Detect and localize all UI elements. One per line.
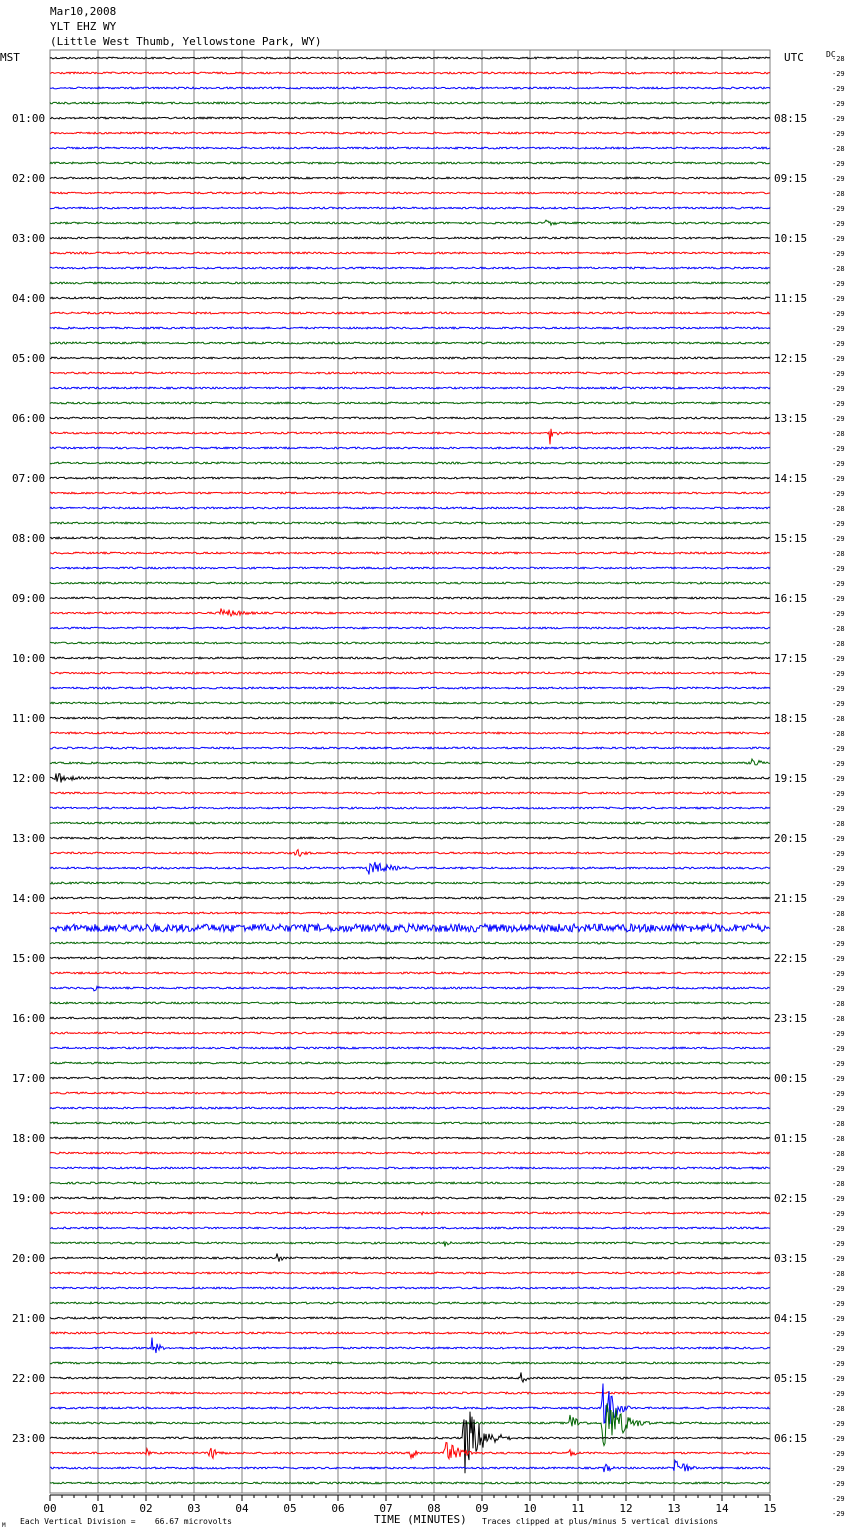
dc-offset-value: -28	[832, 430, 845, 438]
trace-55	[50, 882, 770, 884]
right-hour-label: 17:15	[774, 652, 808, 665]
dc-offset-value: -28	[832, 505, 845, 513]
dc-offset-value: -28	[832, 715, 845, 723]
dc-offset-value: -29	[832, 1075, 845, 1083]
trace-41	[50, 672, 770, 674]
trace-15	[50, 282, 770, 284]
dc-offset-value: -29	[832, 460, 845, 468]
trace-76	[50, 1197, 770, 1199]
dc-offset-value: -29	[832, 205, 845, 213]
trace-13	[50, 252, 770, 254]
trace-78	[50, 1227, 770, 1229]
right-hour-label: 21:15	[774, 892, 808, 905]
dc-offset-value: -29	[832, 1345, 845, 1353]
right-hour-label: 12:15	[774, 352, 808, 365]
trace-56	[50, 897, 770, 899]
left-hour-label: 13:00	[12, 832, 46, 845]
trace-95	[50, 1482, 770, 1484]
trace-6	[50, 147, 770, 149]
dc-offset-value: -29	[832, 595, 845, 603]
trace-89	[50, 1392, 770, 1394]
dc-offset-value: -29	[832, 1420, 845, 1428]
trace-42	[50, 687, 770, 689]
header-station: YLT EHZ WY	[50, 20, 117, 33]
dc-offset-value: -29	[832, 670, 845, 678]
clip-note: Traces clipped at plus/minus 5 vertical divisions	[482, 1517, 719, 1526]
trace-77	[50, 1212, 770, 1215]
dc-offset-value: -29	[832, 880, 845, 888]
trace-12	[50, 237, 770, 239]
dc-offset-value: -28	[832, 640, 845, 648]
dc-offset-value: -28	[832, 820, 845, 828]
trace-5	[50, 132, 770, 134]
trace-87	[50, 1362, 770, 1364]
trace-22	[50, 387, 770, 389]
trace-25	[50, 429, 770, 445]
trace-18	[50, 327, 770, 329]
trace-23	[50, 402, 770, 404]
x-axis	[43, 1495, 776, 1515]
right-hour-label: 03:15	[774, 1252, 808, 1265]
dc-offset-value: -29	[832, 760, 845, 768]
trace-70	[50, 1107, 770, 1109]
dc-offset-value: -29	[832, 235, 845, 243]
trace-94	[50, 1461, 770, 1473]
trace-54	[50, 862, 770, 875]
right-hour-label: 16:15	[774, 592, 808, 605]
left-time-labels	[12, 112, 45, 1445]
trace-32	[50, 537, 770, 539]
dc-offset-value: -28	[832, 145, 845, 153]
dc-offset-value: -29	[832, 400, 845, 408]
dc-offset-value: -29	[832, 1060, 845, 1068]
dc-offset-value: -29	[832, 1480, 845, 1488]
dc-offset-labels	[832, 55, 845, 1518]
left-hour-label: 11:00	[12, 712, 46, 725]
left-hour-label: 12:00	[12, 772, 46, 785]
dc-offset-value: -29	[832, 1090, 845, 1098]
trace-69	[50, 1092, 770, 1094]
right-hour-label: 09:15	[774, 172, 808, 185]
trace-75	[50, 1182, 770, 1184]
dc-offset-value: -29	[832, 1045, 845, 1053]
dc-offset-value: -28	[832, 1180, 845, 1188]
trace-58	[50, 924, 770, 932]
trace-88	[50, 1373, 770, 1383]
trace-74	[50, 1167, 770, 1169]
trace-35	[50, 582, 770, 584]
dc-offset-value: -29	[832, 970, 845, 978]
x-tick-label: 01	[91, 1502, 105, 1515]
minute-gridlines	[50, 50, 770, 1493]
x-tick-label: 11	[571, 1502, 585, 1515]
trace-47	[50, 759, 770, 765]
dc-offset-value: -29	[832, 985, 845, 993]
header-date: Mar10,2008	[50, 5, 117, 18]
right-hour-label: 18:15	[774, 712, 808, 725]
dc-offset-value: -28	[832, 265, 845, 273]
trace-72	[50, 1137, 770, 1139]
dc-offset-value: -29	[832, 745, 845, 753]
trace-1	[50, 72, 770, 74]
dc-offset-value: -28	[832, 1000, 845, 1008]
dc-offset-value: -29	[832, 865, 845, 873]
dc-offset-value: -29	[832, 535, 845, 543]
dc-offset-value: -29	[832, 1030, 845, 1038]
trace-7	[50, 162, 770, 164]
trace-8	[50, 177, 770, 179]
dc-offset-value: -29	[832, 100, 845, 108]
dc-offset-value: -29	[832, 295, 845, 303]
header-location: (Little West Thumb, Yellowstone Park, WY)	[50, 35, 322, 48]
dc-offset-value: -29	[832, 1495, 845, 1503]
trace-65	[50, 1032, 770, 1034]
dc-offset-value: -29	[832, 1285, 845, 1293]
trace-36	[50, 597, 770, 599]
dc-offset-value: -29	[832, 895, 845, 903]
left-hour-label: 02:00	[12, 172, 46, 185]
dc-offset-value: -29	[832, 1195, 845, 1203]
trace-34	[50, 567, 770, 569]
trace-57	[50, 912, 770, 914]
dc-offset-value: -29	[832, 385, 845, 393]
dc-offset-value: -29	[832, 580, 845, 588]
trace-29	[50, 492, 770, 494]
dc-offset-value: -29	[832, 1510, 845, 1518]
trace-10	[50, 207, 770, 209]
dc-offset-value: -29	[832, 1360, 845, 1368]
dc-offset-value: -29	[832, 1435, 845, 1443]
dc-offset-value: -29	[832, 130, 845, 138]
trace-27	[50, 462, 770, 464]
trace-46	[50, 747, 770, 749]
left-hour-label: 21:00	[12, 1312, 46, 1325]
trace-49	[50, 792, 770, 794]
dc-offset-value: -29	[832, 850, 845, 858]
left-hour-label: 07:00	[12, 472, 46, 485]
dc-offset-value: -29	[832, 1390, 845, 1398]
left-hour-label: 03:00	[12, 232, 46, 245]
dc-offset-value: -28	[832, 1135, 845, 1143]
trace-93	[50, 1443, 770, 1459]
trace-82	[50, 1287, 770, 1289]
dc-offset-value: -29	[832, 415, 845, 423]
x-tick-label: 12	[619, 1502, 633, 1515]
trace-83	[50, 1302, 770, 1304]
dc-offset-value: -29	[832, 280, 845, 288]
dc-offset-value: -28	[832, 730, 845, 738]
trace-39	[50, 642, 770, 644]
dc-offset-value: -29	[832, 310, 845, 318]
dc-offset-value: -29	[832, 1330, 845, 1338]
dc-offset-value: -29	[832, 1225, 845, 1233]
trace-52	[50, 837, 770, 839]
trace-14	[50, 267, 770, 269]
trace-64	[50, 1017, 770, 1019]
left-hour-label: 08:00	[12, 532, 46, 545]
right-hour-label: 20:15	[774, 832, 808, 845]
x-tick-label: 07	[379, 1502, 393, 1515]
right-hour-label: 00:15	[774, 1072, 808, 1085]
trace-50	[50, 807, 770, 809]
dc-offset-value: -29	[832, 1375, 845, 1383]
dc-offset-value: -29	[832, 160, 845, 168]
left-hour-label: 05:00	[12, 352, 46, 365]
trace-44	[50, 717, 770, 719]
trace-45	[50, 732, 770, 734]
trace-19	[50, 342, 770, 344]
x-tick-label: 03	[187, 1502, 201, 1515]
trace-67	[50, 1062, 770, 1064]
dc-offset-value: -29	[832, 940, 845, 948]
dc-offset-value: -29	[832, 115, 845, 123]
trace-81	[50, 1272, 770, 1274]
x-tick-label: 09	[475, 1502, 489, 1515]
dc-offset-value: -28	[832, 550, 845, 558]
dc-offset-value: -28	[832, 190, 845, 198]
trace-51	[50, 822, 770, 824]
right-hour-label: 22:15	[774, 952, 808, 965]
corner-mark: M	[2, 1522, 6, 1529]
trace-24	[50, 417, 770, 419]
x-tick-label: 10	[523, 1502, 537, 1515]
trace-66	[50, 1047, 770, 1049]
scale-note: Each Vertical Division = 66.67 microvolts	[20, 1517, 232, 1526]
dc-offset-value: -29	[832, 790, 845, 798]
right-timezone-label: UTC	[784, 51, 804, 64]
left-hour-label: 20:00	[12, 1252, 46, 1265]
dc-offset-value: -29	[832, 775, 845, 783]
dc-offset-value: -28	[832, 910, 845, 918]
left-hour-label: 01:00	[12, 112, 46, 125]
dc-offset-value: -29	[832, 520, 845, 528]
trace-37	[50, 609, 770, 617]
trace-90	[50, 1384, 770, 1424]
dc-offset-value: -29	[832, 1240, 845, 1248]
dc-offset-value: -29	[832, 325, 845, 333]
trace-2	[50, 87, 770, 89]
dc-offset-value: -29	[832, 1105, 845, 1113]
right-hour-label: 23:15	[774, 1012, 808, 1025]
right-hour-label: 19:15	[774, 772, 808, 785]
dc-offset-value: -29	[832, 445, 845, 453]
trace-62	[50, 987, 770, 991]
dc-offset-value: -28	[832, 55, 845, 63]
right-hour-label: 06:15	[774, 1432, 808, 1445]
x-tick-label: 05	[283, 1502, 297, 1515]
trace-31	[50, 522, 770, 524]
left-hour-label: 15:00	[12, 952, 46, 965]
x-tick-label: 13	[667, 1502, 681, 1515]
trace-85	[50, 1332, 770, 1334]
dc-offset-value: -29	[832, 835, 845, 843]
left-hour-label: 14:00	[12, 892, 46, 905]
plot-frame	[50, 50, 770, 1493]
right-hour-label: 01:15	[774, 1132, 808, 1145]
trace-17	[50, 312, 770, 314]
left-hour-label: 17:00	[12, 1072, 46, 1085]
dc-offset-value: -29	[832, 685, 845, 693]
dc-offset-value: -29	[832, 1465, 845, 1473]
dc-offset-value: -29	[832, 565, 845, 573]
trace-48	[50, 774, 770, 783]
left-hour-label: 06:00	[12, 412, 46, 425]
trace-26	[50, 447, 770, 449]
trace-59	[50, 942, 770, 944]
trace-21	[50, 372, 770, 374]
right-hour-label: 14:15	[774, 472, 808, 485]
trace-0	[50, 57, 770, 59]
left-hour-label: 23:00	[12, 1432, 46, 1445]
x-tick-label: 06	[331, 1502, 345, 1515]
trace-80	[50, 1254, 770, 1262]
dc-offset-value: -28	[832, 1405, 845, 1413]
trace-79	[50, 1242, 770, 1247]
trace-20	[50, 357, 770, 359]
right-time-labels	[774, 112, 807, 1445]
dc-offset-value: -29	[832, 490, 845, 498]
dc-label: DC	[826, 50, 836, 59]
x-tick-label: 04	[235, 1502, 249, 1515]
x-tick-label: 08	[427, 1502, 441, 1515]
x-tick-label: 00	[43, 1502, 57, 1515]
dc-offset-value: -28	[832, 625, 845, 633]
dc-offset-value: -29	[832, 805, 845, 813]
dc-offset-value: -29	[832, 340, 845, 348]
dc-offset-value: -29	[832, 355, 845, 363]
dc-offset-value: -29	[832, 700, 845, 708]
trace-91	[50, 1403, 770, 1445]
right-hour-label: 11:15	[774, 292, 808, 305]
trace-33	[50, 552, 770, 554]
dc-offset-value: -29	[832, 250, 845, 258]
left-hour-label: 18:00	[12, 1132, 46, 1145]
dc-offset-value: -29	[832, 85, 845, 93]
trace-73	[50, 1152, 770, 1154]
left-hour-label: 22:00	[12, 1372, 46, 1385]
dc-offset-value: -29	[832, 370, 845, 378]
trace-38	[50, 627, 770, 629]
dc-offset-value: -29	[832, 1210, 845, 1218]
left-hour-label: 16:00	[12, 1012, 46, 1025]
right-hour-label: 04:15	[774, 1312, 808, 1325]
dc-offset-value: -29	[832, 175, 845, 183]
dc-offset-value: -28	[832, 1015, 845, 1023]
dc-offset-value: -29	[832, 70, 845, 78]
trace-4	[50, 117, 770, 119]
trace-43	[50, 702, 770, 704]
right-hour-label: 08:15	[774, 112, 808, 125]
trace-3	[50, 102, 770, 104]
trace-40	[50, 657, 770, 659]
left-hour-label: 19:00	[12, 1192, 46, 1205]
trace-28	[50, 477, 770, 479]
trace-60	[50, 957, 770, 959]
trace-84	[50, 1317, 770, 1319]
trace-30	[50, 507, 770, 509]
trace-71	[50, 1122, 770, 1124]
dc-offset-value: -28	[832, 1120, 845, 1128]
x-axis-label: TIME (MINUTES)	[374, 1513, 467, 1526]
dc-offset-value: -29	[832, 1165, 845, 1173]
x-tick-label: 15	[763, 1502, 777, 1515]
dc-offset-value: -29	[832, 955, 845, 963]
trace-9	[50, 192, 770, 194]
trace-92	[50, 1412, 770, 1474]
left-hour-label: 04:00	[12, 292, 46, 305]
dc-offset-value: -29	[832, 220, 845, 228]
dc-offset-value: -28	[832, 1150, 845, 1158]
trace-16	[50, 297, 770, 299]
dc-offset-value: -29	[832, 655, 845, 663]
dc-offset-value: -28	[832, 925, 845, 933]
trace-61	[50, 972, 770, 974]
right-hour-label: 05:15	[774, 1372, 808, 1385]
right-hour-label: 15:15	[774, 532, 808, 545]
seismic-traces	[50, 57, 770, 1484]
right-hour-label: 10:15	[774, 232, 808, 245]
left-timezone-label: MST	[0, 51, 20, 64]
trace-11	[50, 220, 770, 225]
dc-offset-value: -29	[832, 1255, 845, 1263]
trace-63	[50, 1002, 770, 1004]
dc-offset-value: -29	[832, 475, 845, 483]
x-tick-label: 14	[715, 1502, 729, 1515]
left-hour-label: 10:00	[12, 652, 46, 665]
right-hour-label: 02:15	[774, 1192, 808, 1205]
left-hour-label: 09:00	[12, 592, 46, 605]
dc-offset-value: -29	[832, 1450, 845, 1458]
right-hour-label: 13:15	[774, 412, 808, 425]
dc-offset-value: -29	[832, 610, 845, 618]
trace-53	[50, 850, 770, 857]
x-tick-label: 02	[139, 1502, 153, 1515]
dc-offset-value: -29	[832, 1315, 845, 1323]
trace-68	[50, 1077, 770, 1079]
dc-offset-value: -29	[832, 1300, 845, 1308]
dc-offset-value: -28	[832, 1270, 845, 1278]
trace-86	[50, 1338, 770, 1354]
